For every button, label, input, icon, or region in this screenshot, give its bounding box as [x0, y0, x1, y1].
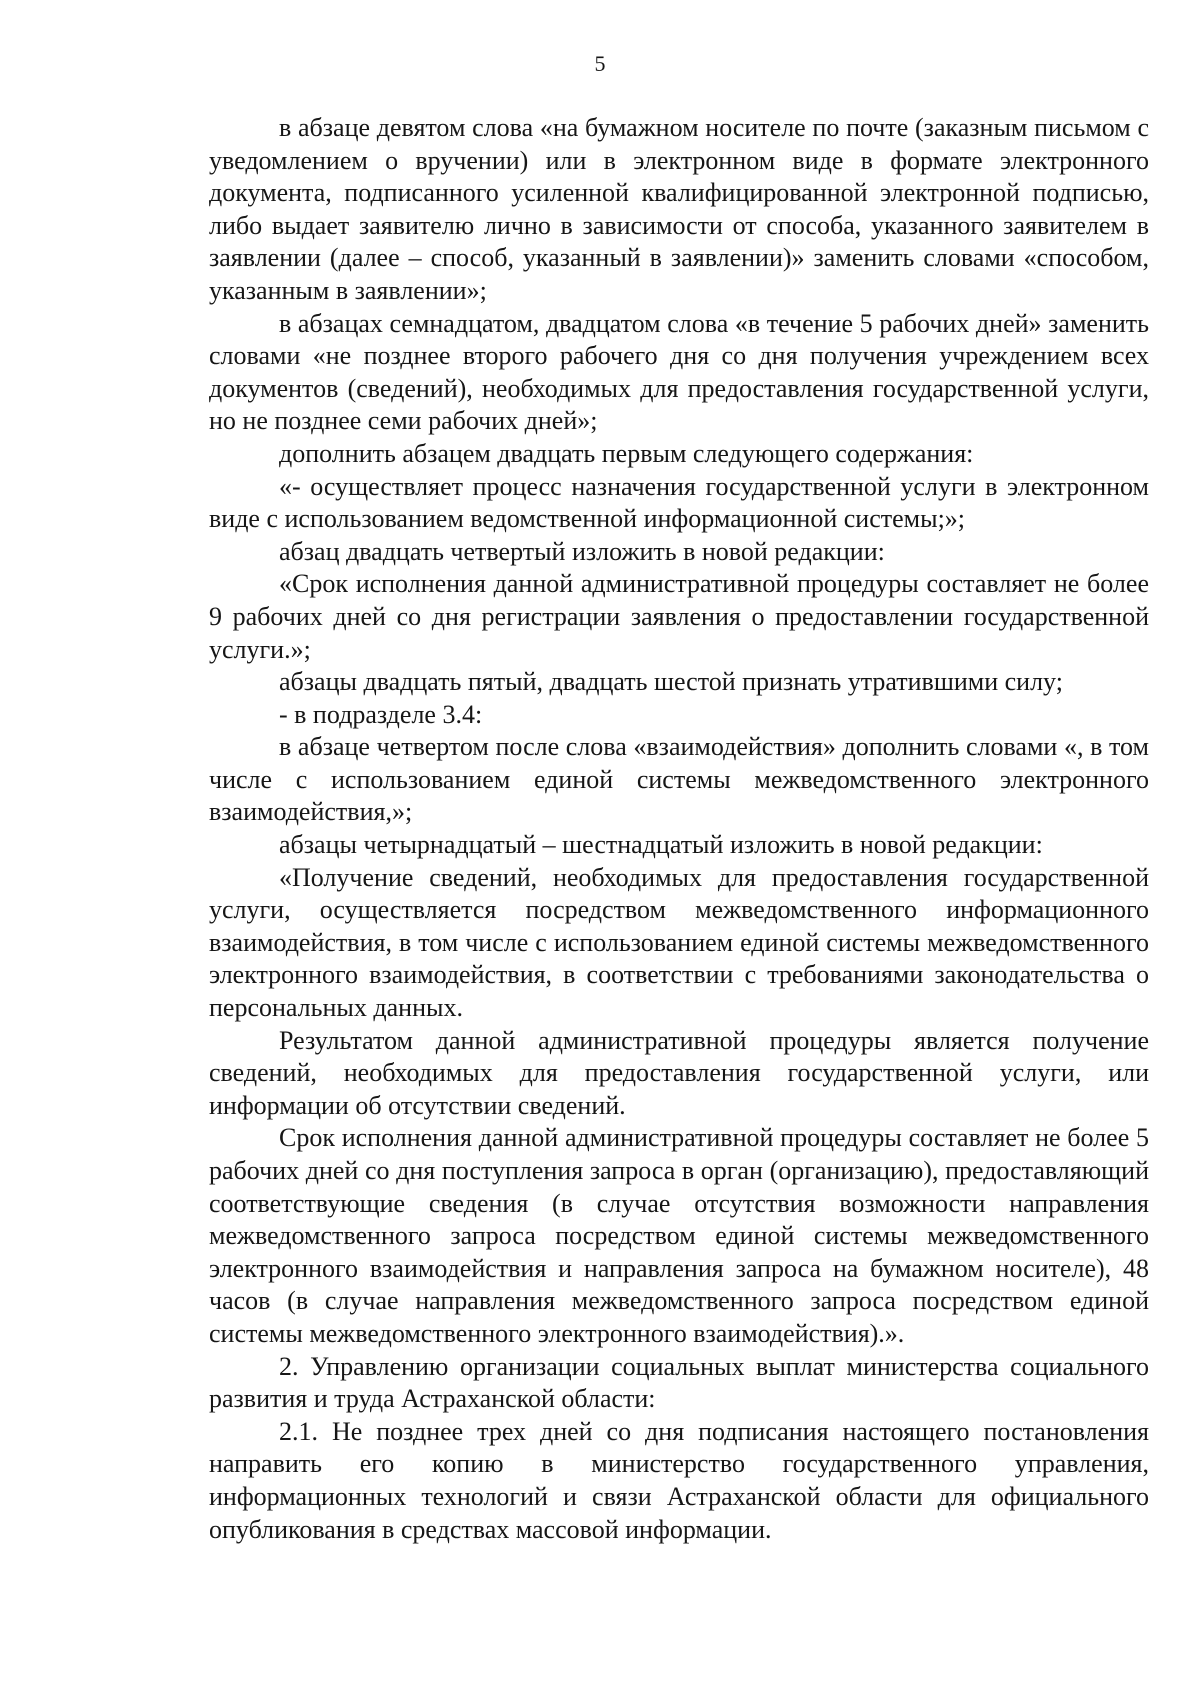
paragraph: в абзаце девятом слова «на бумажном носителе по почте (заказным письмом с уведомлением о вручении) или в электронном виде в формате электронного документа, подписанного усиленной квалифицированной электронной подписью, либо выдает заявителю лично в зависимости от способа, указанного заявителем в заявлении (далее – способ, указанный в заявлении)» заменить словами «способом, указанным в заявлении»; — [209, 113, 1149, 305]
paragraph: в абзацах семнадцатом, двадцатом слова «в течение 5 рабочих дней» заменить словами «не позднее второго рабочего дня со дня получения учреждением всех документов (сведений), необходимых для предоставления государственной услуги, но не позднее семи рабочих дней»; — [209, 308, 1149, 436]
paragraph: - в подразделе 3.4: — [279, 699, 483, 729]
paragraph: 2.1. Не позднее трех дней со дня подписания настоящего постановления направить его копию в министерство государственного управления, информационных технологий и связи Астраханской области для официального опубликования в средствах массовой информации. — [209, 1416, 1149, 1544]
paragraph: Результатом данной административной процедуры является получение сведений, необходимых для предоставления государственной услуги, или информации об отсутствии сведений. — [209, 1025, 1149, 1120]
paragraph: «Получение сведений, необходимых для предоставления государственной услуги, осуществляется посредством межведомственного информационного взаимодействия, в том числе с использованием единой системы межведомственного электронного взаимодействия, в соответствии с требованиями законодательства о персональных данных. — [209, 862, 1149, 1023]
paragraph: абзацы двадцать пятый, двадцать шестой признать утратившими силу; — [279, 667, 1063, 697]
page-number: 5 — [594, 51, 606, 76]
paragraph: в абзаце четвертом после слова «взаимодействия» дополнить словами «, в том числе с использованием единой системы межведомственного электронного взаимодействия,»; — [209, 732, 1149, 827]
paragraph: абзац двадцать четвертый изложить в новой редакции: — [279, 536, 885, 566]
paragraph: Срок исполнения данной административной процедуры составляет не более 5 рабочих дней со дня поступления запроса в орган (организацию), предоставляющий соответствующие сведения (в случае отсутствия возможности направления межведомственного запроса посредством единой системы межведомственного электронного взаимодействия и направления запроса на бумажном носителе), 48 часов (в случае направления межведомственного запроса посредством единой системы межведомственного электронного взаимодействия).». — [209, 1123, 1149, 1348]
paragraph: абзацы четырнадцатый – шестнадцатый изложить в новой редакции: — [279, 830, 1043, 860]
paragraph: «- осуществляет процесс назначения государственной услуги в электронном виде с использованием ведомственной информационной системы;»; — [209, 471, 1149, 534]
paragraph: «Срок исполнения данной административной процедуры составляет не более 9 рабочих дней со дня регистрации заявления о предоставлении государственной услуги.»; — [209, 569, 1149, 664]
paragraph: дополнить абзацем двадцать первым следующего содержания: — [279, 438, 974, 468]
paragraph: 2. Управлению организации социальных выплат министерства социального развития и труда Астраханской области: — [209, 1351, 1149, 1414]
document-body — [209, 112, 1149, 1546]
